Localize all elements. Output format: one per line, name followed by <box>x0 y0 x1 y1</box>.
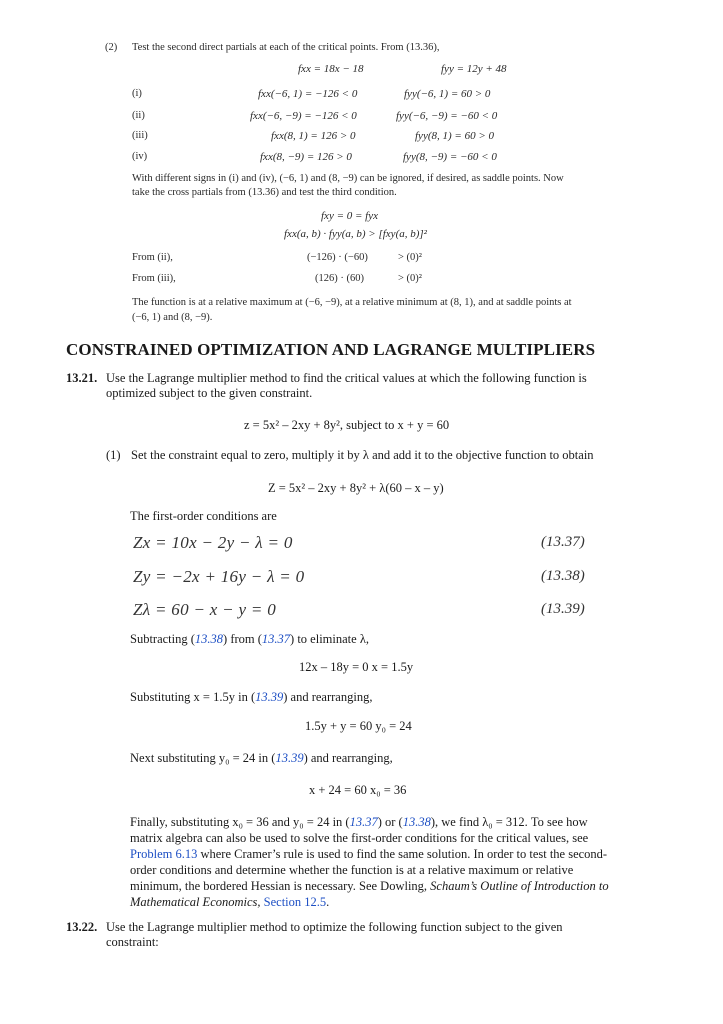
problem-text-line: optimized subject to the given constraint. <box>106 386 313 400</box>
subtracting-line <box>130 632 369 647</box>
section-link[interactable]: Section 12.5 <box>263 895 327 909</box>
book-title: Schaum’s Outline of Introduction to <box>430 879 609 893</box>
text-run: ) from ( <box>223 632 262 646</box>
foc-equation: Zy = −2x + 16y − λ = 0 <box>133 567 305 586</box>
text-run: ) to eliminate λ, <box>290 632 370 646</box>
case-fxx: fxx(−6, 1) = −126 < 0 <box>258 88 358 100</box>
equation-link[interactable]: 13.39 <box>255 690 284 704</box>
equation-link[interactable]: 13.38 <box>402 815 431 829</box>
problem-link[interactable]: Problem 6.13 <box>130 847 198 861</box>
objective-equation: z = 5x² – 2xy + 8y², subject to x + y = 60 <box>244 418 450 432</box>
foc-equation: Zx = 10x − 2y − λ = 0 <box>133 533 293 552</box>
problem-text-line: Use the Lagrange multiplier method to optimize the following function subject to the given <box>106 920 563 934</box>
text-run: Substituting x = 1.5y in ( <box>130 690 256 704</box>
case-fyy: fyy(8, −9) = −60 < 0 <box>403 151 497 163</box>
case-fyy: fyy(8, 1) = 60 > 0 <box>415 130 494 142</box>
case-fyy: fyy(−6, −9) = −60 < 0 <box>396 110 498 122</box>
step2-text: Test the second direct partials at each of the critical points. From (13.36), <box>132 42 440 53</box>
case-fxx: fxx(8, −9) = 126 > 0 <box>260 151 352 163</box>
problem-number: 13.22. <box>66 920 98 934</box>
from-ii-lhs: (−126) · (−60) <box>307 252 368 263</box>
from-ii-label: From (ii), <box>132 252 173 263</box>
substituting-line <box>130 690 372 705</box>
step1-label: (1) <box>106 448 121 462</box>
problem-number: 13.21. <box>66 371 98 385</box>
cross-partial-equation: fxy = 0 = fyx <box>321 210 378 222</box>
case-label: (iii) <box>132 130 148 141</box>
next-substituting-line <box>130 751 393 766</box>
equation-link[interactable]: 13.37 <box>349 815 378 829</box>
foc-equation: Zλ = 60 − x − y = 0 <box>133 600 276 619</box>
paragraph-line: take the cross partials from (13.36) and test the third condition. <box>132 187 397 198</box>
equation-link[interactable]: 13.38 <box>194 632 224 646</box>
step1-text: Set the constraint equal to zero, multiply it by λ and add it to the objective function to obtain <box>131 448 594 462</box>
foc-intro: The first-order conditions are <box>130 509 277 523</box>
text-run: ), we find λ₀ = 312. To see how <box>430 815 588 829</box>
fyy-definition: fyy = 12y + 48 <box>441 63 507 75</box>
step2-label: (2) <box>105 42 118 53</box>
from-ii-rhs: > (0)² <box>398 252 422 263</box>
case-fxx: fxx(−6, −9) = −126 < 0 <box>250 110 357 122</box>
text-run: . <box>326 895 330 909</box>
text-run: ) or ( <box>377 815 403 829</box>
text-run: minimum, the bordered Hessian is necessary. See Dowling, <box>130 879 431 893</box>
solve-x0-equation: x + 24 = 60 x₀ = 36 <box>309 783 407 797</box>
equation-number: (13.39) <box>541 601 585 617</box>
text-run: ) and rearranging, <box>303 751 393 765</box>
book-title: Mathematical Economics, <box>130 895 261 909</box>
problem-text-line: constraint: <box>106 935 159 949</box>
from-iii-label: From (iii), <box>132 273 176 284</box>
fxx-definition: fxx = 18x − 18 <box>298 63 364 75</box>
case-label: (iv) <box>132 151 148 162</box>
solve-x-equation: 12x – 18y = 0 x = 1.5y <box>299 660 414 674</box>
third-condition-equation: fxx(a, b) · fyy(a, b) > [fxy(a, b)]² <box>284 228 427 240</box>
equation-number: (13.38) <box>541 568 585 584</box>
paragraph-line: With different signs in (i) and (iv), (−6, 1) and (8, −9) can be ignored, if desired, as saddle points. Now <box>132 173 564 184</box>
case-fxx: fxx(8, 1) = 126 > 0 <box>271 130 356 142</box>
equation-number: (13.37) <box>541 534 585 550</box>
final-line: order conditions and determine whether the function is at a relative maximum or relative <box>130 863 574 877</box>
equation-link[interactable]: 13.37 <box>261 632 291 646</box>
section-heading: CONSTRAINED OPTIMIZATION AND LAGRANGE MULTIPLIERS <box>66 340 596 359</box>
equation-link[interactable]: 13.39 <box>275 751 304 765</box>
lagrangian-equation: Z = 5x² – 2xy + 8y² + λ(60 – x – y) <box>268 481 444 495</box>
from-iii-rhs: > (0)² <box>398 273 422 284</box>
final-line <box>130 895 329 910</box>
text-run: ) and rearranging, <box>283 690 373 704</box>
text-run: Subtracting ( <box>130 632 195 646</box>
text-run: where Cramer’s rule is used to find the same solution. In order to test the second- <box>197 847 608 861</box>
solve-y-equation: 1.5y + y = 60 y₀ = 24 <box>305 719 412 733</box>
case-fyy: fyy(−6, 1) = 60 > 0 <box>404 88 491 100</box>
problem-text-line: Use the Lagrange multiplier method to find the critical values at which the following function is <box>106 371 587 385</box>
final-line <box>130 815 588 830</box>
text-run: Finally, substituting x₀ = 36 and y₀ = 24 in ( <box>130 815 350 829</box>
paragraph-line: (−6, 1) and (8, −9). <box>132 312 213 323</box>
text-run: Next substituting y₀ = 24 in ( <box>130 751 276 765</box>
final-line <box>130 879 609 894</box>
from-iii-lhs: (126) · (60) <box>315 273 364 284</box>
case-label: (ii) <box>132 110 145 121</box>
paragraph-line: The function is at a relative maximum at (−6, −9), at a relative minimum at (8, 1), and at saddle points at <box>132 297 572 308</box>
final-line: matrix algebra can also be used to solve the first-order conditions for the critical values, see <box>130 831 589 845</box>
case-label: (i) <box>132 88 142 99</box>
final-line <box>130 847 607 862</box>
